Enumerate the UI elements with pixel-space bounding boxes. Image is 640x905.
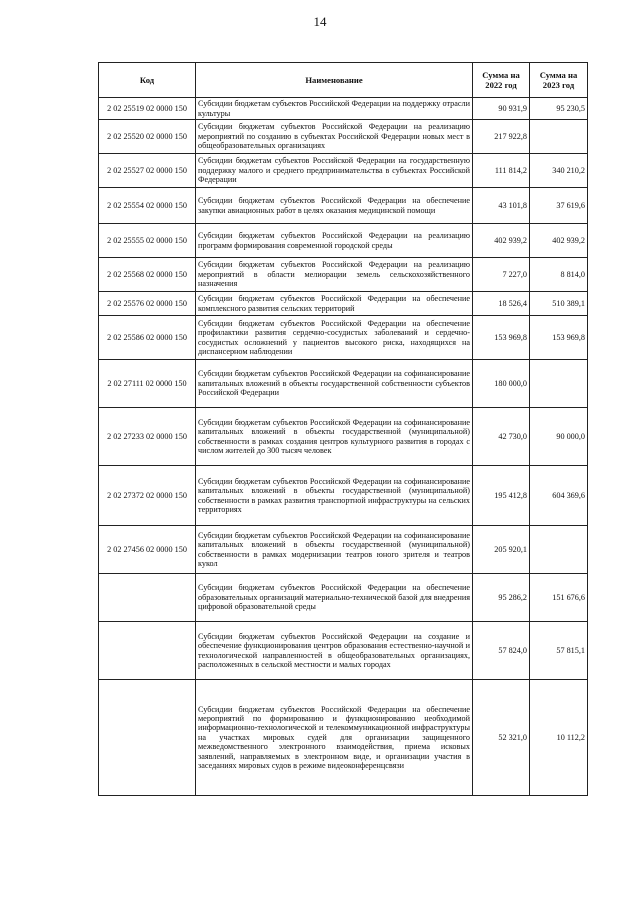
header-sum-2023: Сумма на 2023 год (530, 63, 588, 98)
row-sum-2022: 43 101,8 (473, 188, 530, 224)
table-row (99, 466, 588, 526)
row-code: 2 02 25527 02 0000 150 (99, 154, 196, 188)
row-name: Субсидии бюджетам субъектов Российской Федерации на реализацию программ формирования современной городской среды (196, 224, 473, 258)
table-row (99, 188, 588, 224)
table-row (99, 292, 588, 316)
budget-table (98, 62, 588, 796)
row-name: Субсидии бюджетам субъектов Российской Федерации на создание и обеспечение функционирования центров образования естественно-научной и технологической направленностей в общеобразовательных организациях, расположенных в сельской местности и малых городах (196, 622, 473, 680)
row-sum-2023: 95 230,5 (530, 98, 588, 120)
row-sum-2023: 10 112,2 (530, 680, 588, 796)
row-sum-2023: 90 000,0 (530, 408, 588, 466)
row-code: 2 02 25568 02 0000 150 (99, 258, 196, 292)
row-code: 2 02 27233 02 0000 150 (99, 408, 196, 466)
table-row (99, 408, 588, 466)
row-sum-2022: 42 730,0 (473, 408, 530, 466)
row-name: Субсидии бюджетам субъектов Российской Федерации на обеспечение мероприятий по формированию и функционированию необходимой информационно-технологической и телекоммуникационной инфраструктуры на участках мировых судей для организации защищенного межведомственного электронного взаимодействия, приема исковых заявлений, направляемых в электронном виде, и организации участия в заседаниях мировых судов в режиме видеоконференцсвязи (196, 680, 473, 796)
row-code: 2 02 27111 02 0000 150 (99, 360, 196, 408)
row-sum-2023: 57 815,1 (530, 622, 588, 680)
row-name: Субсидии бюджетам субъектов Российской Федерации на софинансирование капитальных вложений в объекты государственной (муниципальной) собственности в рамках модернизации театров юного зрителя и театров кукол (196, 526, 473, 574)
row-sum-2022: 7 227,0 (473, 258, 530, 292)
header-sum-2022: Сумма на 2022 год (473, 63, 530, 98)
row-sum-2022: 205 920,1 (473, 526, 530, 574)
row-name: Субсидии бюджетам субъектов Российской Федерации на обеспечение закупки авиационных работ в целях оказания медицинской помощи (196, 188, 473, 224)
table-row (99, 98, 588, 120)
row-name: Субсидии бюджетам субъектов Российской Федерации на софинансирование капитальных вложений в объекты государственной собственности субъектов Российской Федерации (196, 360, 473, 408)
table-header-row (99, 63, 588, 98)
row-name: Субсидии бюджетам субъектов Российской Федерации на обеспечение профилактики развития сердечно-сосудистых заболеваний и сердечно-сосудистых осложнений у пациентов высокого риска, находящихся на диспансерном наблюдении (196, 316, 473, 360)
table-row (99, 316, 588, 360)
row-name: Субсидии бюджетам субъектов Российской Федерации на поддержку отрасли культуры (196, 98, 473, 120)
row-sum-2023: 604 369,6 (530, 466, 588, 526)
row-sum-2022: 180 000,0 (473, 360, 530, 408)
row-code (99, 622, 196, 680)
row-name: Субсидии бюджетам субъектов Российской Федерации на реализацию мероприятий в области мелиорации земель сельскохозяйственного назначения (196, 258, 473, 292)
row-code: 2 02 25555 02 0000 150 (99, 224, 196, 258)
row-sum-2023: 402 939,2 (530, 224, 588, 258)
row-name: Субсидии бюджетам субъектов Российской Федерации на государственную поддержку малого и среднего предпринимательства в субъектах Российской Федерации (196, 154, 473, 188)
row-code: 2 02 25586 02 0000 150 (99, 316, 196, 360)
row-sum-2022: 111 814,2 (473, 154, 530, 188)
row-sum-2023: 151 676,6 (530, 574, 588, 622)
table-row (99, 622, 588, 680)
row-name: Субсидии бюджетам субъектов Российской Федерации на реализацию мероприятий по созданию в субъектах Российской Федерации новых мест в общеобразовательных организациях (196, 120, 473, 154)
row-sum-2023: 510 389,1 (530, 292, 588, 316)
row-sum-2022: 57 824,0 (473, 622, 530, 680)
row-code: 2 02 27456 02 0000 150 (99, 526, 196, 574)
row-code (99, 680, 196, 796)
row-code: 2 02 25576 02 0000 150 (99, 292, 196, 316)
header-name: Наименование (196, 63, 473, 98)
row-sum-2023 (530, 360, 588, 408)
table-row (99, 258, 588, 292)
row-sum-2023: 340 210,2 (530, 154, 588, 188)
row-code: 2 02 25519 02 0000 150 (99, 98, 196, 120)
row-sum-2023: 153 969,8 (530, 316, 588, 360)
table-row (99, 574, 588, 622)
row-sum-2023: 37 619,6 (530, 188, 588, 224)
row-sum-2022: 95 286,2 (473, 574, 530, 622)
table-row (99, 526, 588, 574)
row-sum-2022: 153 969,8 (473, 316, 530, 360)
row-name: Субсидии бюджетам субъектов Российской Федерации на обеспечение образовательных организаций материально-технической базой для внедрения цифровой образовательной среды (196, 574, 473, 622)
row-sum-2022: 90 931,9 (473, 98, 530, 120)
row-code (99, 574, 196, 622)
table-row (99, 360, 588, 408)
row-code: 2 02 27372 02 0000 150 (99, 466, 196, 526)
table-row (99, 224, 588, 258)
row-name: Субсидии бюджетам субъектов Российской Федерации на софинансирование капитальных вложений в объекты государственной (муниципальной) собственности в рамках развития транспортной инфраструктуры на сельских территориях (196, 466, 473, 526)
row-sum-2023: 8 814,0 (530, 258, 588, 292)
table-row (99, 154, 588, 188)
row-sum-2022: 18 526,4 (473, 292, 530, 316)
row-code: 2 02 25520 02 0000 150 (99, 120, 196, 154)
row-sum-2023 (530, 526, 588, 574)
table-row (99, 120, 588, 154)
table-row (99, 680, 588, 796)
row-sum-2022: 195 412,8 (473, 466, 530, 526)
header-code: Код (99, 63, 196, 98)
row-sum-2022: 52 321,0 (473, 680, 530, 796)
row-sum-2022: 217 922,8 (473, 120, 530, 154)
row-name: Субсидии бюджетам субъектов Российской Федерации на обеспечение комплексного развития сельских территорий (196, 292, 473, 316)
row-name: Субсидии бюджетам субъектов Российской Федерации на софинансирование капитальных вложений в объекты государственной (муниципальной) собственности в рамках создания центров культурного развития в городах с числом жителей до 300 тысяч человек (196, 408, 473, 466)
page-number: 14 (313, 14, 327, 29)
row-code: 2 02 25554 02 0000 150 (99, 188, 196, 224)
row-sum-2022: 402 939,2 (473, 224, 530, 258)
row-sum-2023 (530, 120, 588, 154)
